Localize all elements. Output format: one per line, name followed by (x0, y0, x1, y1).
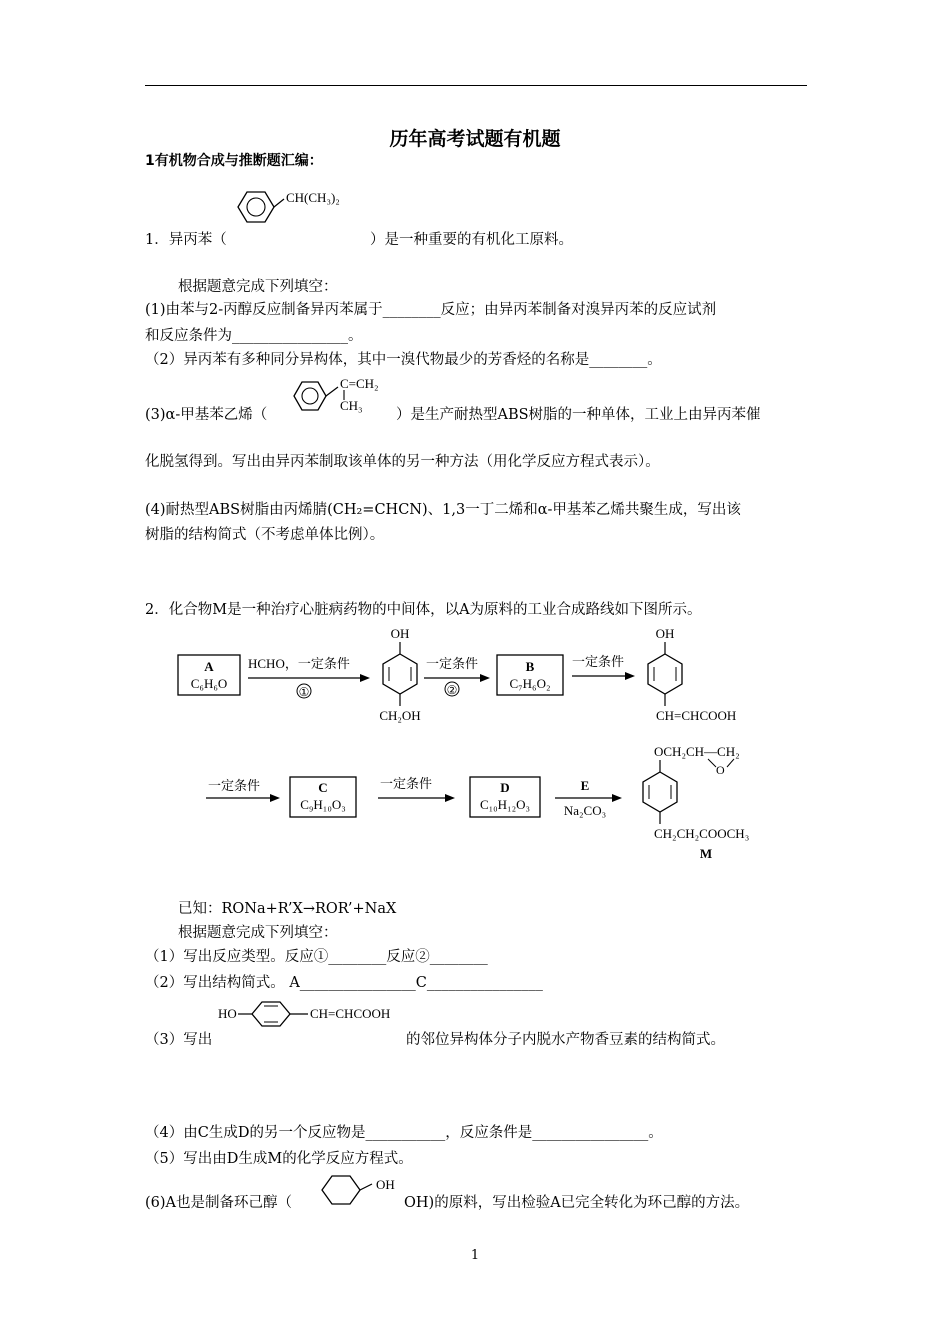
box-b-name: B (525, 659, 535, 674)
q1-intro-b: ）是一种重要的有机化工原料。 (370, 232, 573, 248)
arrow1-label: HCHO，一定条件 (248, 656, 350, 671)
q1-part2: （2）异丙苯有多种同分异构体，其中一溴代物最少的芳香烃的名称是________。 (145, 352, 662, 368)
q2-part6-b: OH)的原料，写出检验A已完全转化为环己醇的方法。 (404, 1195, 750, 1211)
cyclohexanol-oh: OH (376, 1177, 395, 1192)
section-heading: 1有机物合成与推断题汇编： (145, 153, 323, 169)
isopropylbenzene-structure (228, 180, 378, 230)
isopropyl-label: CH(CH₃)₂ (286, 190, 340, 205)
q1-part3-a: (3)α-甲基苯乙烯（ (145, 407, 268, 423)
box-a-formula: C₆H₆O (190, 676, 228, 691)
q2-part3-b: 的邻位异构体分子内脱水产物香豆素的结构简式。 (406, 1032, 725, 1048)
arrow2-number: ② (446, 683, 458, 697)
q1-part4-line1: (4)耐热型ABS树脂由丙烯腈(CH₂=CHCN)、1,3一丁二烯和α-甲基苯乙烯共聚生成，写出该 (145, 502, 741, 518)
q2-instruction: 根据题意完成下列填空： (178, 925, 338, 941)
box-b-formula: C₇H₆O₂ (509, 676, 551, 691)
box-a-name: A (204, 659, 214, 674)
q2-part2: （2）写出结构简式。 A________________C________________ (145, 975, 543, 991)
box-c-formula: C₉H₁₀O₃ (300, 797, 346, 812)
arrow5-label: 一定条件 (380, 776, 433, 791)
header-rule (145, 85, 807, 86)
arrow6-reagent: E (580, 778, 590, 793)
inter1-oh: OH (390, 626, 410, 641)
box-d-formula: C₁₀H₁₂O₃ (479, 797, 531, 812)
q1-part3-c: 化脱氢得到。写出由异丙苯制取该单体的另一种方法（用化学反应方程式表示）。 (145, 454, 660, 470)
synthesis-scheme (160, 622, 800, 872)
q1-part1-line2: 和反应条件为________________。 (145, 328, 363, 344)
m-name: M (699, 846, 713, 861)
vinyl-label: C=CH₂ (340, 376, 379, 391)
q2-part1: （1）写出反应类型。反应①________反应②________ (145, 949, 488, 965)
m-top-chain: OCH₂CH—CH₂ (654, 744, 740, 759)
q1-intro-a: 1．异丙苯（ (145, 232, 227, 248)
q1-instruction: 根据题意完成下列填空： (178, 279, 338, 295)
q2-intro: 2．化合物M是一种治疗心脏病药物的中间体，以A为原料的工业合成路线如下图所示。 (145, 602, 702, 618)
chain-label: CH=CHCOOH (310, 1006, 391, 1021)
page-title: 历年高考试题有机题 (389, 128, 561, 150)
q1-part4-line2: 树脂的结构简式（不考虑单体比例）。 (145, 527, 385, 543)
q2-part3-a: （3）写出 (145, 1032, 213, 1048)
inter2-chain: CH=CHCOOH (656, 708, 737, 723)
q2-part6-a: (6)A也是制备环己醇（ (145, 1195, 293, 1211)
q1-part1-line1: (1)由苯与2-丙醇反应制备异丙苯属于________反应；由异丙苯制备对溴异丙苯的反应试剂 (145, 302, 717, 318)
methyl-label: CH₃ (340, 398, 363, 413)
m-epoxide-o: O (716, 763, 725, 777)
arrow1-number: ① (298, 685, 310, 699)
hydroxycinnamic-acid-structure (216, 1000, 416, 1036)
arrow4-label: 一定条件 (208, 778, 261, 793)
page-number: 1 (470, 1248, 480, 1263)
ho-label: HO (218, 1006, 237, 1021)
m-bottom-chain: CH₂CH₂COOCH₃ (654, 826, 750, 841)
arrow2-label: 一定条件 (426, 656, 479, 671)
inter1-ch2oh: CH₂OH (379, 708, 421, 723)
q2-part5: （5）写出由D生成M的化学反应方程式。 (145, 1151, 413, 1167)
q2-part4: （4）由C生成D的另一个反应物是___________，反应条件是________________。 (145, 1125, 663, 1141)
arrow3-label: 一定条件 (572, 654, 625, 669)
alpha-methylstyrene-structure (288, 370, 408, 420)
q1-part3-b: ）是生产耐热型ABS树脂的一种单体，工业上由异丙苯催 (396, 407, 761, 423)
cyclohexanol-structure (318, 1172, 408, 1212)
q2-known: 已知：RONa+R’X→ROR’+NaX (178, 901, 397, 917)
arrow6-condition: Na₂CO₃ (563, 803, 607, 818)
box-c-name: C (318, 780, 328, 795)
inter2-oh: OH (655, 626, 675, 641)
box-d-name: D (500, 780, 510, 795)
